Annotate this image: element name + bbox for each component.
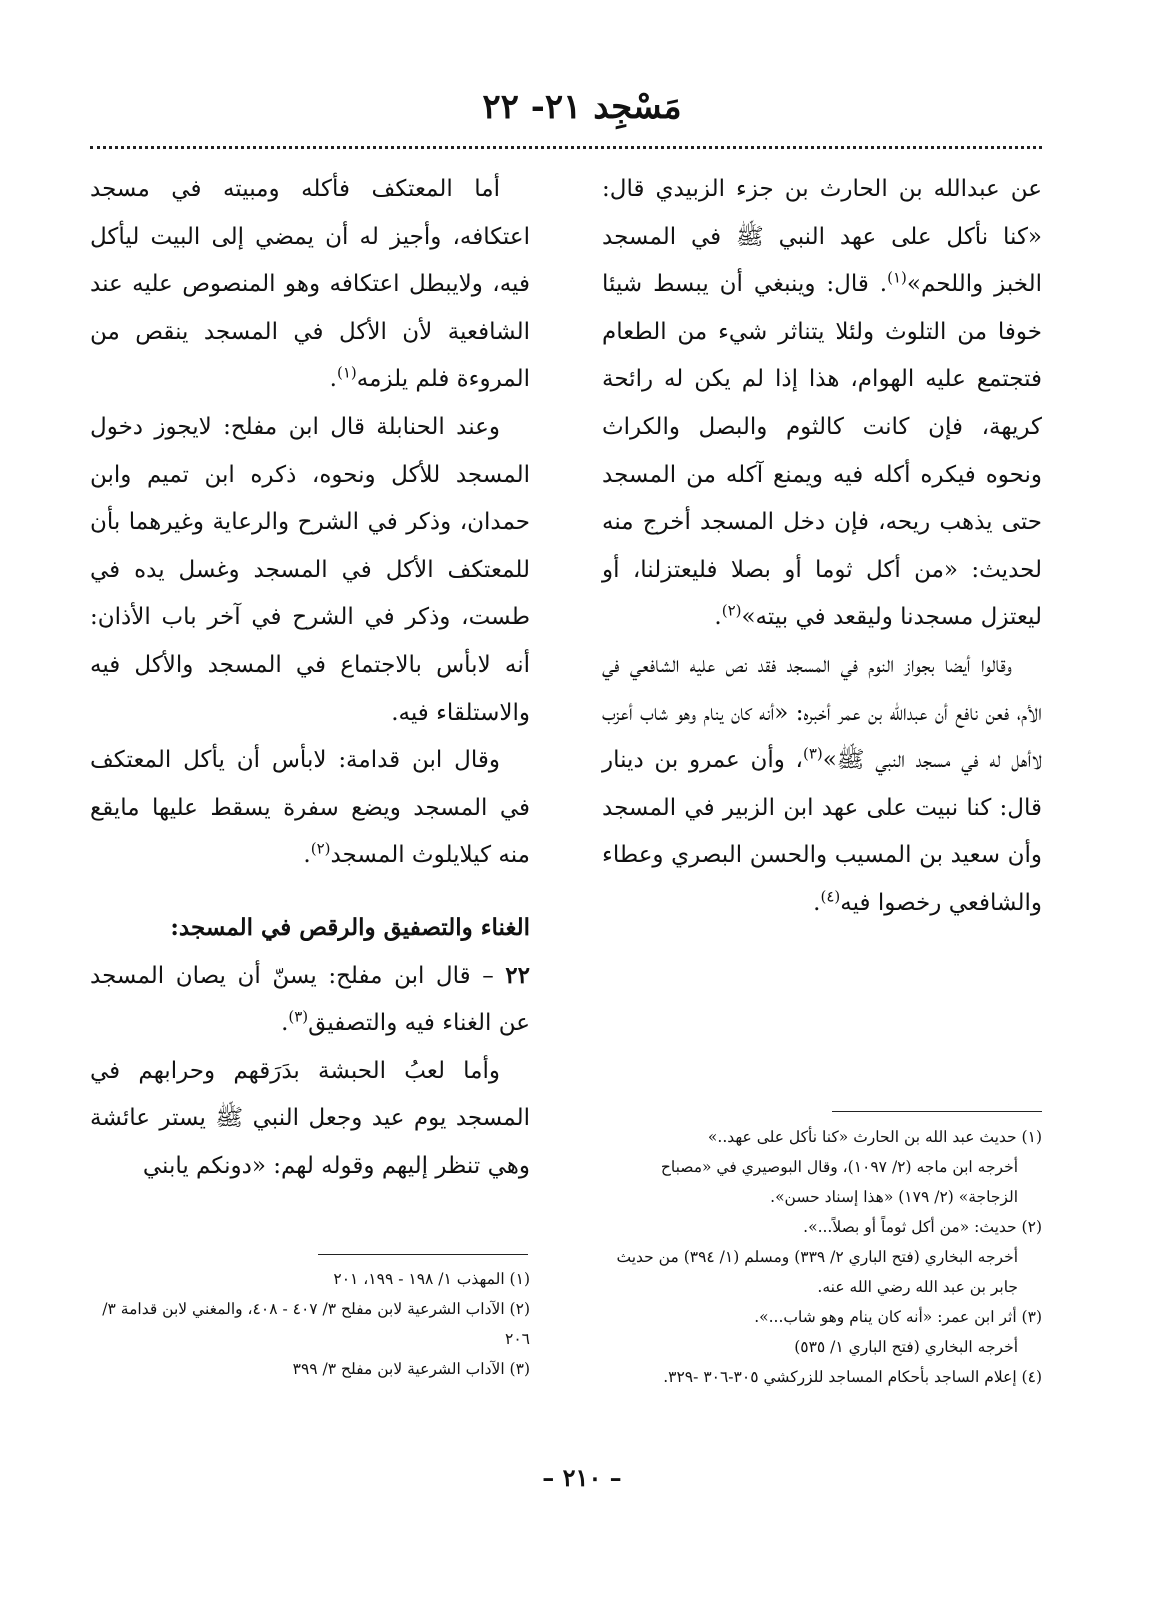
running-head: مَسْجِد ٢١- ٢٢ (482, 87, 682, 127)
paragraph (602, 166, 1042, 642)
footnote: (١) المهذب ١/ ١٩٨ - ١٩٩، ٢٠١ (333, 1270, 530, 1288)
footnote-ref: (١) (336, 363, 357, 382)
footnote-ref: (٤) (820, 887, 841, 906)
footnote: (٢) الآداب الشرعية لابن مفلح ٣/ ٤٠٧ - ٤٠٨، والمغني لابن قدامة ٣/ ٢٠٦ (102, 1300, 530, 1348)
footnote: (١) حديث عبد الله بن الحارث «كنا نأكل على عهد..» (707, 1128, 1042, 1146)
paragraph (90, 952, 530, 1048)
footnote: (٣) أثر ابن عمر: «أنه كان ينام وهو شاب...». (754, 1308, 1042, 1326)
footnotes-left (90, 1264, 530, 1384)
footnote-divider (832, 1111, 1042, 1112)
paragraph-text: عن عبدالله بن الحارث بن جزء الزبيدي قال: «كنا نأكل على عهد النبي ﷺ في المسجد الخبز واللحم» (602, 176, 1042, 298)
paragraph (90, 737, 530, 880)
footnote-ref: (٢) (721, 601, 742, 620)
footnote-ref: (٣) (288, 1007, 309, 1026)
paragraph-end: . (714, 604, 722, 631)
paragraph-end: . (303, 842, 311, 869)
paragraph-text: أما المعتكف فأكله ومبيته في مسجد اعتكافه، وأجيز له أن يمضي إلى البيت ليأكل فيه، ولايبطل اعتكافه وهو المنصوص عليه عند الشافعية لأن الأكل في المسجد ينقص من المروءة فلم يلزمه (90, 176, 530, 393)
left-column (90, 166, 530, 1190)
footnotes-right (602, 1122, 1042, 1392)
footnote-divider (318, 1254, 528, 1255)
paragraph-text: . قال: وينبغي أن يبسط شيئا خوفا من التلوث ولئلا يتناثر شيء من الطعام فتجتمع عليه الهوام، هذا إذا لم يكن له رائحة كريهة، فإن كانت كالثوم والبصل والكراث ونحوه فيكره أكله فيه ويمنع آكله من المسجد حتى يذهب ريحه، فإن دخل المسجد أخرج منه لحديث: «من أكل ثوما أو بصلا فليعتزلنا، أو ليعتزل مسجدنا وليقعد في بيته» (602, 271, 1042, 631)
section-number: ٢٢ (505, 961, 530, 989)
paragraph: وأما لعبُ الحبشة بدَرَقهم وحرابهم في المسجد يوم عيد وجعل النبي ﷺ يستر عائشة وهي تنظر إليهم وقوله لهم: «دونكم يابني (90, 1057, 530, 1179)
footnote: (٤) إعلام الساجد بأحكام المساجد للزركشي ٣٠٥-٣٠٦ -٣٢٩. (663, 1368, 1042, 1386)
right-column (602, 166, 1042, 928)
paragraph: وعند الحنابلة قال ابن مفلح: لايجوز دخول المسجد للأكل ونحوه، ذكره ابن تميم وابن حمدان، وذكر في الشرح والرعاية وغيرهما بأن للمعتكف الأكل في المسجد وغسل يده في طست، وذكر في الشرح في آخر باب الأذان: أنه لابأس بالاجتماع في المسجد والأكل فيه والاستلقاء فيه. (90, 413, 530, 726)
page-number: – ٢١٠ – (542, 1463, 622, 1492)
footnote-ref: (٢) (310, 839, 331, 858)
footnote: أخرجه البخاري (فتح الباري ٢/ ٣٣٩) ومسلم (١/ ٣٩٤) من حديث جابر بن عبد الله رضي الله عنه. (616, 1248, 1018, 1296)
paragraph (602, 642, 1042, 928)
section-heading: الغناء والتصفيق والرقص في المسجد: (170, 913, 530, 941)
paragraph-text: وقال ابن قدامة: لابأس أن يأكل المعتكف في المسجد ويضع سفرة يسقط عليها مايقع منه كيلايلوث المسجد (90, 747, 530, 869)
footnote: (٢) حديث: «من أكل ثوماً أو بصلاً...». (803, 1218, 1042, 1236)
footnote-ref: (١) (887, 268, 907, 287)
paragraph-end: . (329, 366, 337, 393)
footnote: (٣) الآداب الشرعية لابن مفلح ٣/ ٣٩٩ (292, 1360, 530, 1378)
paragraph (90, 166, 530, 404)
paragraph-text: وقالوا أيضا بجواز النوم في المسجد فقد نص عليه الشافعي في الأم، فعن نافع أن عبدالله بن عمر أخبره: «أنه كان ينام وهو شاب أعزب لاأهل له في مسجد النبي ﷺ» (602, 651, 1042, 774)
paragraph-text: ، وأن عمرو بن دينار قال: كنا نبيت على عهد ابن الزبير في المسجد وأن سعيد بن المسيب والحسن البصري وعطاء والشافعي رخصوا فيه (602, 747, 1042, 916)
footnote-ref: (٣) (802, 744, 823, 763)
footnote: أخرجه ابن ماجه (٢/ ١٠٩٧)، وقال البوصيري في «مصباح الزجاجة» (٢/ ١٧٩) «هذا إسناد حسن». (660, 1158, 1018, 1206)
paragraph-end: . (281, 1010, 289, 1037)
paragraph-end: . (813, 889, 821, 916)
paragraph-text: – قال ابن مفلح: يسنّ أن يصان المسجد عن الغناء فيه والتصفيق (90, 962, 530, 1037)
header-dotted-divider (90, 146, 1042, 149)
footnote: أخرجه البخاري (فتح الباري ١/ ٥٣٥) (794, 1338, 1018, 1356)
